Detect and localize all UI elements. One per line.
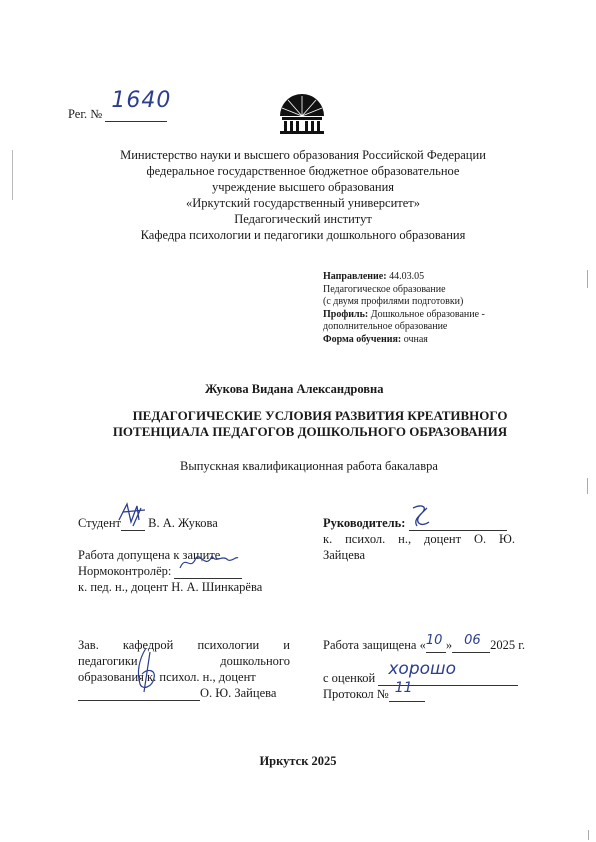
protocol-row xyxy=(323,680,483,702)
reg-line xyxy=(105,88,172,122)
supervisor-block xyxy=(323,515,515,563)
protocol-number: 11 xyxy=(394,680,413,696)
work-type: Выпускная квалификационная работа бакалавра xyxy=(180,459,438,473)
ministry-line-1: Министерство науки и высшего образования Российской Федерации xyxy=(120,148,486,162)
defended-month: 06 xyxy=(464,633,481,648)
norm-signature-icon xyxy=(176,550,240,576)
protocol-line xyxy=(389,680,425,702)
grade-row xyxy=(323,659,543,686)
student-signature-icon xyxy=(115,500,159,530)
grade-label: с оценкой xyxy=(323,671,376,685)
protocol-label: Протокол № xyxy=(323,687,389,701)
reg-label: Рег. № xyxy=(68,107,103,121)
norm-signature-line xyxy=(174,566,242,579)
grade-value: хорошо xyxy=(388,659,456,679)
scan-mark xyxy=(12,150,13,200)
head-block xyxy=(78,637,290,701)
direction-code: 44.03.05 xyxy=(389,271,425,282)
norm-label: Нормоконтролёр: xyxy=(78,564,172,578)
student-name: В. А. Жукова xyxy=(148,516,218,530)
direction-block xyxy=(323,271,523,346)
head-line-3: образования к. психол. н., доцент xyxy=(78,670,256,684)
scan-mark xyxy=(587,478,588,494)
ministry-block xyxy=(70,147,536,243)
ministry-line-5: Педагогический институт xyxy=(234,212,372,226)
reg-number-row xyxy=(68,88,172,122)
profile-label: Профиль: xyxy=(323,308,369,320)
form-label: Форма обучения: xyxy=(323,333,402,345)
ministry-line-3: учреждение высшего образования xyxy=(211,180,395,194)
head-line-1: Зав. кафедрой психологии и xyxy=(78,638,290,652)
head-name: О. Ю. Зайцева xyxy=(200,686,277,700)
supervisor-line-1: к. психол. н., доцент О. Ю. xyxy=(323,532,515,546)
author-name: Жукова Видана Александровна xyxy=(205,382,384,396)
defended-day: 10 xyxy=(425,633,443,648)
direction-label: Направление: xyxy=(323,271,387,282)
scan-mark xyxy=(587,270,588,288)
supervisor-line-2: Зайцева xyxy=(323,548,366,562)
norm-name: к. пед. н., доцент Н. А. Шинкарёва xyxy=(78,580,263,594)
university-logo-icon xyxy=(276,94,328,136)
reg-handwritten-number: 1640 xyxy=(111,88,172,113)
supervisor-signature-icon xyxy=(407,502,437,532)
thesis-title-line-1: ПЕДАГОГИЧЕСКИЕ УСЛОВИЯ РАЗВИТИЯ КРЕАТИВНОГО xyxy=(132,408,508,423)
defended-month-line xyxy=(452,633,490,653)
supervisor-label: Руководитель: xyxy=(323,516,406,530)
student-row xyxy=(78,515,298,531)
profile-value: Дошкольное образование - xyxy=(370,308,485,320)
head-signature-line xyxy=(78,688,200,701)
profile-line-2: дополнительное образование xyxy=(323,321,448,332)
defended-prefix: Работа защищена « xyxy=(323,638,426,652)
admitted-text: Работа допущена к защите xyxy=(78,548,221,562)
form-value: очная xyxy=(403,333,428,345)
defense-row: Работа защищена « 10 » 06 2025 г. xyxy=(323,633,526,652)
ministry-line-2: федеральное государственное бюджетное образовательное xyxy=(146,164,460,178)
ministry-line-6: Кафедра психологии и педагогики дошкольного образования xyxy=(140,228,466,242)
norm-block xyxy=(78,547,308,595)
direction-line-3: (с двумя профилями подготовки) xyxy=(323,296,464,307)
defended-day-line xyxy=(425,633,446,653)
student-signature-line xyxy=(121,518,145,531)
defended-year: 2025 г. xyxy=(490,638,526,652)
student-label: Студент xyxy=(78,516,121,530)
head-signature-icon xyxy=(126,644,166,696)
head-line-2: педагогики дошкольного xyxy=(78,654,290,668)
scan-mark xyxy=(588,830,589,840)
thesis-title xyxy=(70,408,570,440)
ministry-line-4: «Иркутский государственный университет» xyxy=(186,196,420,210)
direction-line-2: Педагогическое образование xyxy=(323,283,446,295)
supervisor-signature-line xyxy=(409,518,507,531)
city-year: Иркутск 2025 xyxy=(259,754,337,768)
thesis-title-line-2: ПОТЕНЦИАЛА ПЕДАГОГОВ ДОШКОЛЬНОГО ОБРАЗОВАНИЯ xyxy=(112,424,508,439)
